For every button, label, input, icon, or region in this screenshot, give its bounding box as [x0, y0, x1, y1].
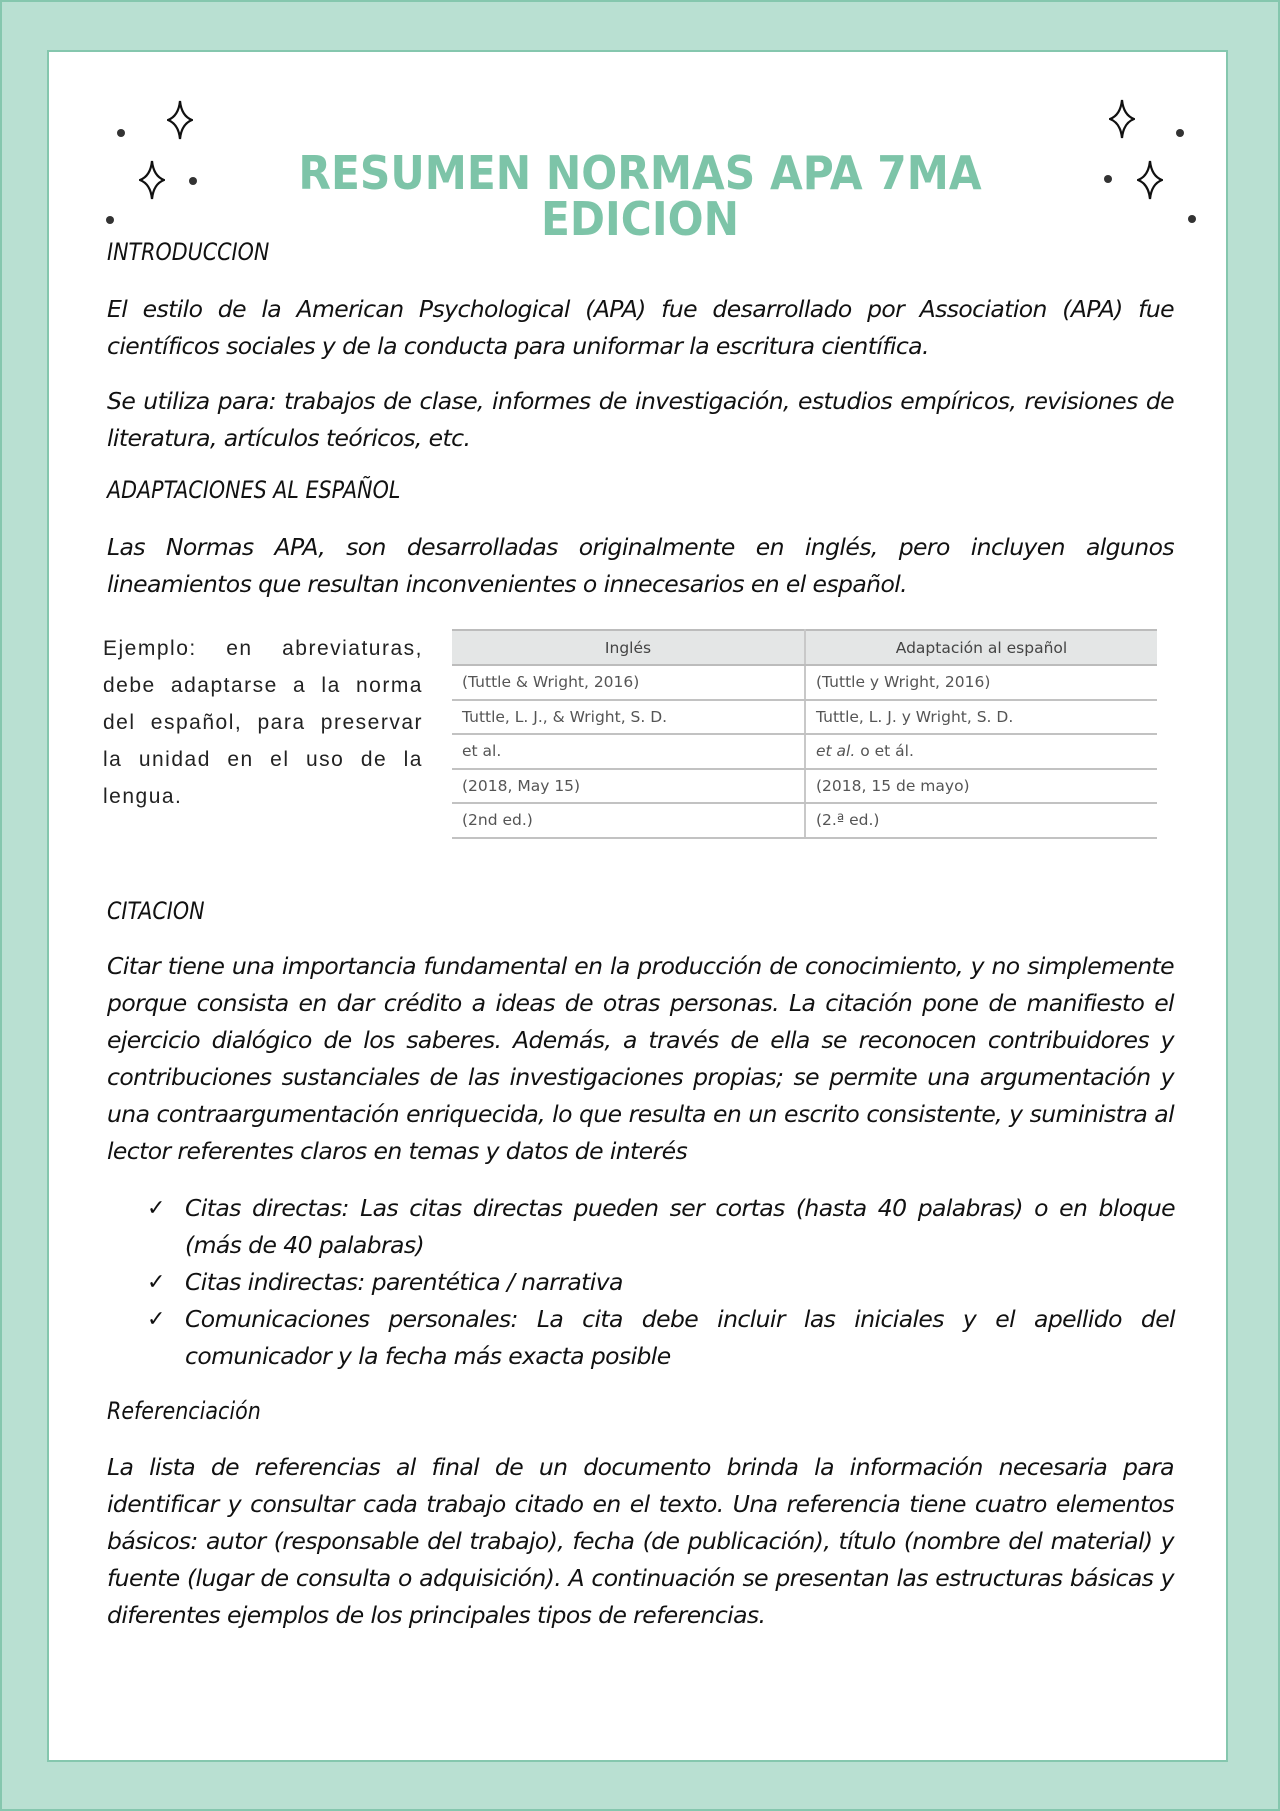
table-cell-spanish: Tuttle, L. J. y Wright, S. D.	[805, 700, 1157, 735]
list-item	[145, 1301, 1175, 1375]
list-item-text: Citas indirectas: parentética / narrativa	[185, 1268, 623, 1296]
table-cell-english: (2018, May 15)	[452, 769, 805, 804]
table-header-ingles: Inglés	[452, 630, 805, 665]
dot-decoration	[117, 129, 125, 137]
dot-decoration	[189, 177, 197, 185]
checkmark-icon: ✓	[147, 1270, 165, 1295]
dot-decoration	[1176, 129, 1184, 137]
table-cell-spanish: (2.ª ed.)	[805, 803, 1157, 838]
intro-paragraph-2: Se utiliza para: trabajos de clase, informes de investigación, estudios empíricos, revisiones de literatura, artículos teóricos, etc.	[107, 387, 1174, 452]
dot-decoration	[1104, 175, 1112, 183]
heading-introduccion: INTRODUCCION	[107, 238, 270, 266]
list-item-text: Comunicaciones personales: La cita debe incluir las iniciales y el apellido del comunicador y la fecha más exacta posible	[185, 1305, 1175, 1370]
list-item-text: Citas directas: Las citas directas pueden ser cortas (hasta 40 palabras) o en bloque (más de 40 palabras)	[185, 1194, 1175, 1259]
list-item	[145, 1190, 1175, 1264]
table-row	[452, 769, 1157, 804]
table-row	[452, 734, 1157, 769]
heading-citacion: CITACION	[107, 897, 205, 925]
dot-decoration	[1188, 215, 1196, 223]
sparkle-icon	[139, 160, 165, 200]
sparkle-icon	[167, 100, 193, 140]
table-cell-spanish	[805, 734, 1157, 769]
italic-et-al: et al.	[816, 742, 856, 761]
sparkle-icon	[1109, 99, 1135, 139]
table-cell-english: Tuttle, L. J., & Wright, S. D.	[452, 700, 805, 735]
adaptation-table	[452, 629, 1157, 839]
sparkle-icon	[1137, 160, 1163, 200]
table-cell-spanish: (Tuttle y Wright, 2016)	[805, 665, 1157, 700]
intro-paragraph-1: El estilo de la American Psychological (APA) fue desarrollado por Association (APA) fue científicos sociales y de la conducta para uniformar la escritura científica.	[107, 295, 1174, 360]
et-al-rest: o et ál.	[855, 742, 914, 761]
heading-referenciacion: Referenciación	[107, 1397, 261, 1425]
list-item	[145, 1264, 1175, 1301]
table-row	[452, 665, 1157, 700]
checkmark-icon: ✓	[147, 1307, 165, 1332]
heading-adaptaciones: ADAPTACIONES AL ESPAÑOL	[107, 476, 401, 504]
checkmark-icon: ✓	[147, 1196, 165, 1221]
table-cell-english: et al.	[452, 734, 805, 769]
example-text: Ejemplo: en abreviaturas, debe adaptarse a la norma del español, para preservar la unidad en el uso de la lengua.	[103, 637, 423, 808]
citacion-paragraph: Citar tiene una importancia fundamental en la producción de conocimiento, y no simplemente porque consista en dar crédito a ideas de otras personas. La citación pone de manifiesto el ejercicio dialógico de los saberes. Además, a través de ella se reconocen contribuidores y contribuciones sustanciales de las investigaciones propias; se permite una argumentación y una contraargumentación enriquecida, lo que resulta en un escrito consistente, y suministra al lector referentes claros en temas y datos de interés	[107, 952, 1174, 1165]
adaptaciones-paragraph: Las Normas APA, son desarrolladas originalmente en inglés, pero incluyen algunos lineamientos que resultan inconvenientes o innecesarios en el español.	[107, 533, 1174, 598]
table-header-adaptacion: Adaptación al español	[805, 630, 1157, 665]
table-row	[452, 803, 1157, 838]
referenciacion-paragraph: La lista de referencias al final de un documento brinda la información necesaria para identificar y consultar cada trabajo citado en el texto. Una referencia tiene cuatro elementos básicos: autor (responsable del trabajo), fecha (de publicación), título (nombre del material) y fuente (lugar de consulta o adquisición). A continuación se presentan las estructuras básicas y diferentes ejemplos de los principales tipos de referencias.	[107, 1453, 1174, 1629]
table-cell-english: (Tuttle & Wright, 2016)	[452, 665, 805, 700]
page-title: RESUMEN NORMAS APA 7MA EDICION	[298, 146, 982, 246]
dot-decoration	[106, 216, 114, 224]
table-cell-spanish: (2018, 15 de mayo)	[805, 769, 1157, 804]
citation-types-list	[145, 1190, 1175, 1375]
table-cell-english: (2nd ed.)	[452, 803, 805, 838]
table-row	[452, 700, 1157, 735]
